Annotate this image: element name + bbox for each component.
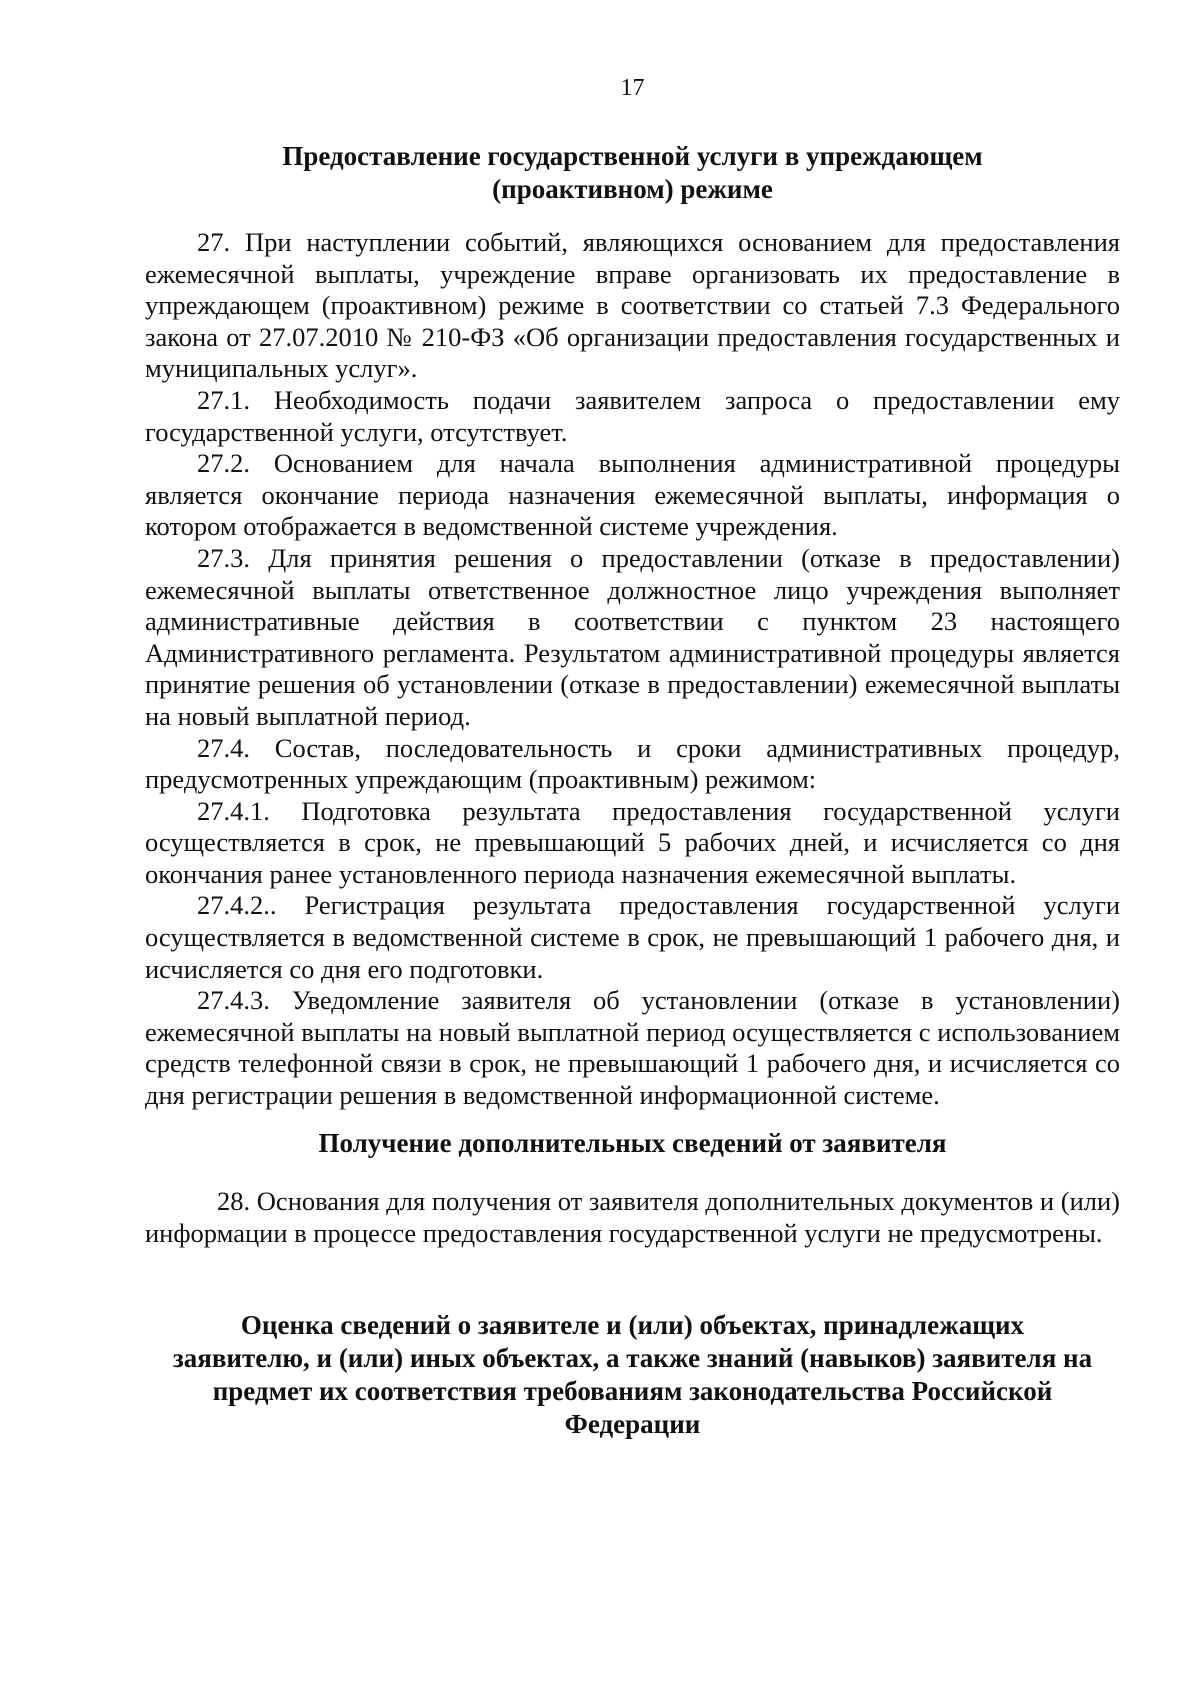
page-number: 17 xyxy=(620,75,645,101)
paragraph-27-2: 27.2. Основанием для начала выполнения административной процедуры является окончание периода назначения ежемесячной выплаты, информация о котором отображается в ведомственной системе учреждения. xyxy=(145,448,1120,542)
section-heading-proactive-mode xyxy=(145,140,1120,206)
paragraph-27-1: 27.1. Необходимость подачи заявителем запроса о предоставлении ему государственной услуги, отсутствует. xyxy=(145,384,1120,447)
paragraph-28: 28. Основания для получения от заявителя дополнительных документов и (или) информации в процессе предоставления государственной услуги не предусмотрены. xyxy=(145,1186,1120,1248)
paragraph-27: 27. При наступлении событий, являющихся основанием для предоставления ежемесячной выплаты, учреждение вправе организовать их предоставление в упреждающем (проактивном) режиме в соответствии со статьей 7.3 Федерального закона от 27.07.2010 № 210-ФЗ «Об организации предоставления государственных и муниципальных услуг». xyxy=(145,227,1120,384)
section-heading-applicant-assessment xyxy=(145,1309,1120,1441)
heading-line: заявителю, и (или) иных объектах, а также знаний (навыков) заявителя на xyxy=(172,1343,1093,1373)
document-page xyxy=(145,0,1120,1697)
paragraph-27-3: 27.3. Для принятия решения о предоставлении (отказе в предоставлении) ежемесячной выплаты ответственное должностное лицо учреждения выполняет административные действия в соответствии с пунктом 23 настоящего Административного регламента. Результатом административной процедуры является принятие решения об установлении (отказе в предоставлении) ежемесячной выплаты на новый выплатной период. xyxy=(145,542,1120,731)
heading-line: Оценка сведений о заявителе и (или) объектах, принадлежащих xyxy=(240,1310,1025,1340)
paragraph-27-4-3: 27.4.3. Уведомление заявителя об установлении (отказе в установлении) ежемесячной выплаты на новый выплатной период осуществляется с использованием средств телефонной связи в срок, не превышающий 1 рабочего дня, и исчисляется со дня регистрации решения в ведомственной информационной системе. xyxy=(145,985,1120,1111)
heading-line: Федерации xyxy=(564,1409,701,1439)
heading-line: Предоставление государственной услуги в упреждающем xyxy=(282,141,983,171)
section-body-proactive-mode xyxy=(145,227,1120,1112)
paragraph-27-4: 27.4. Состав, последовательность и сроки административных процедур, предусмотренных упреждающим (проактивным) режимом: xyxy=(145,732,1120,795)
section-body-additional-info xyxy=(145,1186,1120,1249)
heading-line: (проактивном) режиме xyxy=(492,174,773,204)
heading-line: Получение дополнительных сведений от заявителя xyxy=(318,1128,947,1158)
paragraph-27-4-2: 27.4.2.. Регистрация результата предоставления государственной услуги осуществляется в ведомственной системе в срок, не превышающий 1 рабочего дня, и исчисляется со дня его подготовки. xyxy=(145,890,1120,984)
heading-line: предмет их соответствия требованиям законодательства Российской xyxy=(212,1376,1053,1406)
section-heading-additional-info xyxy=(145,1127,1120,1160)
paragraph-27-4-1: 27.4.1. Подготовка результата предоставления государственной услуги осуществляется в срок, не превышающий 5 рабочих дней, и исчисляется со дня окончания ранее установленного периода назначения ежемесячной выплаты. xyxy=(145,795,1120,889)
